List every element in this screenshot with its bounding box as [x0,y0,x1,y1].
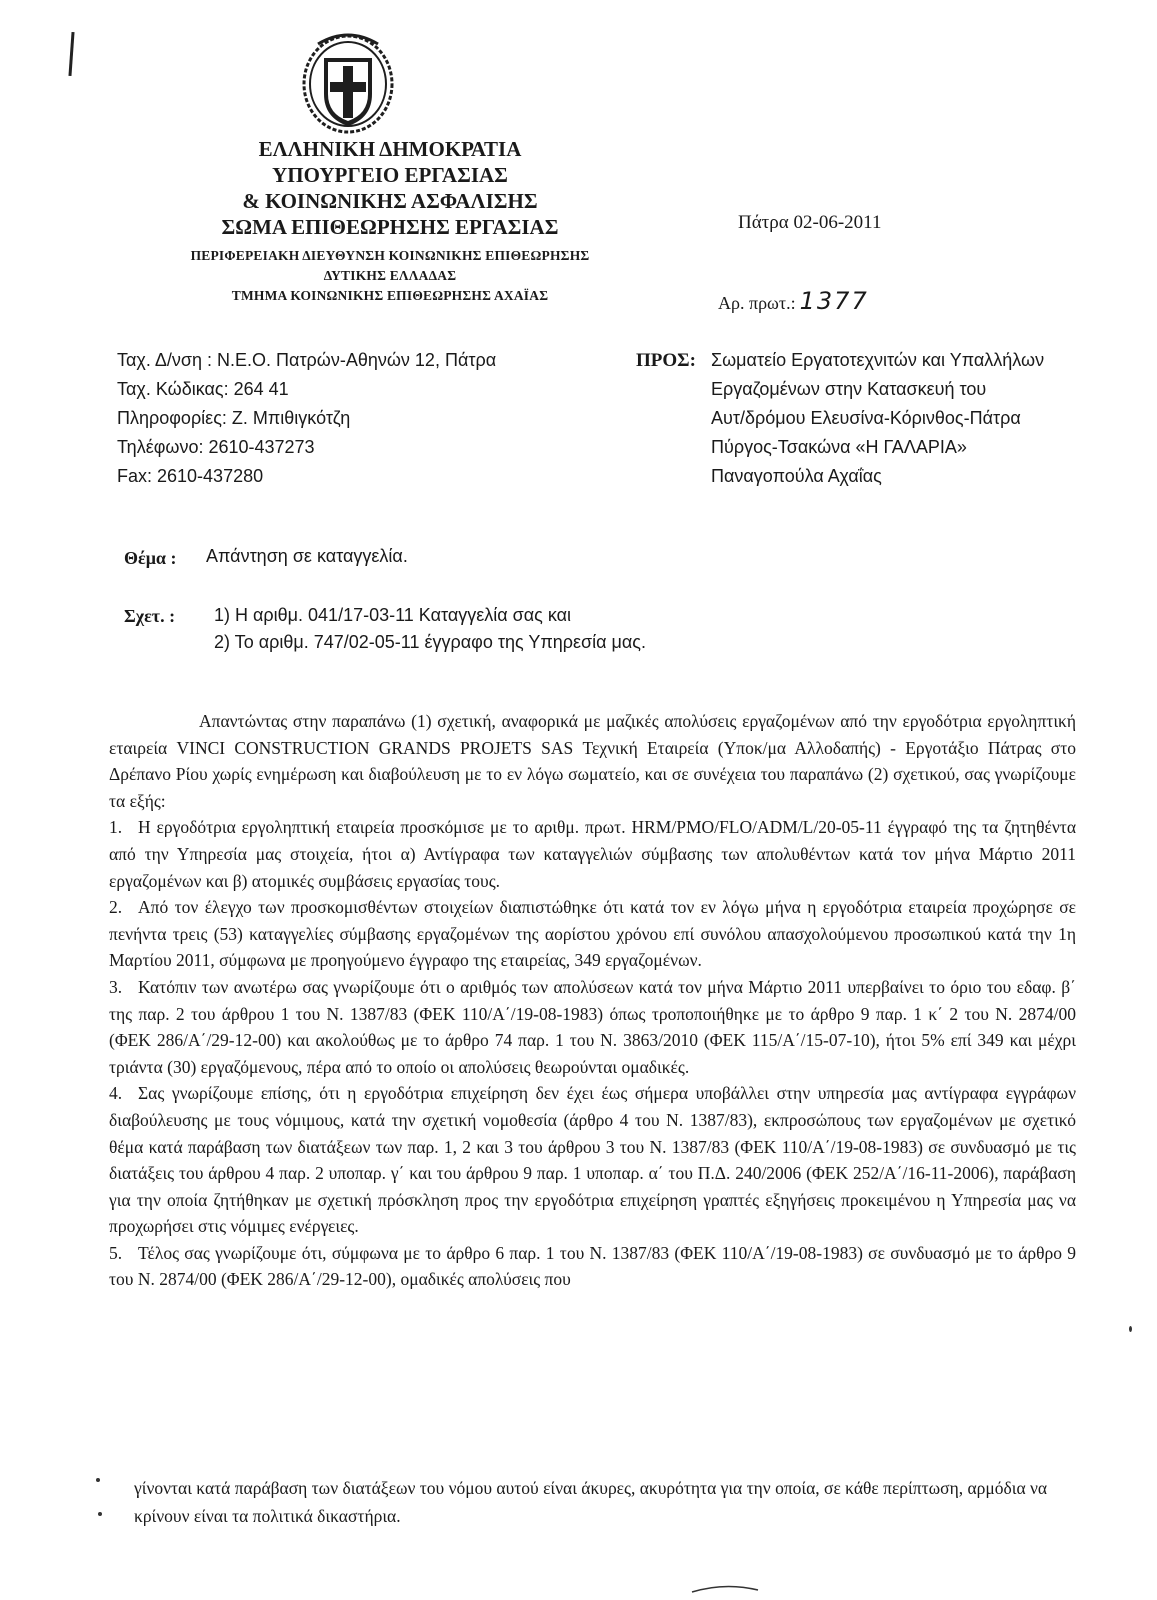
recipient-label: ΠΡΟΣ: [636,350,696,371]
subject-text: Απάντηση σε καταγγελία. [206,546,408,566]
ministry-header [110,136,670,306]
recipient-line: Πύργος-Τσακώνα «Η ΓΑΛΑΡΙΑ» [711,437,967,457]
paragraph-number: 5. [109,1242,123,1263]
header-subline: ΤΜΗΜΑ ΚΟΙΝΩΝΙΚΗΣ ΕΠΙΘΕΩΡΗΣΗΣ ΑΧΑΪΑΣ [231,288,549,303]
header-subline: ΔΥΤΙΚΗΣ ΕΛΛΑΔΑΣ [323,268,457,283]
paragraph-number: 4. [109,1083,123,1104]
contact-line: Τηλέφωνο: 2610-437273 [117,437,315,457]
paragraph-number: 2. [109,897,123,918]
header-line: ΕΛΛΗΝΙΚΗ ΔΗΜΟΚΡΑΤΙΑ [258,137,522,161]
signature-stroke-icon [690,1584,760,1594]
subject-label: Θέμα : [124,548,177,568]
paragraph-text: Από τον έλεγχο των προσκομισθέντων στοιχείων διαπιστώθηκε ότι κατά τον εν λόγω μήνα η εργοδότρια εταιρεία προχώρησε σε πενήντα τρεις (53) καταγγελίες σύμβασης εργαζομένων της αορίστου χρόνου επί συνόλου απασχολούμενου προσωπικού κατά την 1η Μαρτίου 2011, σύμφωνα με προηγούμενο έγγραφο της εταιρείας, 349 εργαζομένων. [109,897,1076,971]
contact-line: Ταχ. Δ/νση : Ν.Ε.Ο. Πατρών-Αθηνών 12, Πάτρα [117,350,497,370]
contact-line: Πληροφορίες: Ζ. Μπιθιγκότζη [117,408,351,428]
protocol-number [718,287,869,315]
numbered-paragraph [109,1240,1076,1293]
header-subline: ΠΕΡΙΦΕΡΕΙΑΚΗ ΔΙΕΥΘΥΝΣΗ ΚΟΙΝΩΝΙΚΗΣ ΕΠΙΘΕΩΡΗΣΗΣ [190,248,590,263]
reference-list [214,602,646,656]
intro-paragraph: Απαντώντας στην παραπάνω (1) σχετική, αναφορικά με μαζικές απολύσεις εργαζομένων από την εργοδότρια εργοληπτική εταιρεία VINCI CONSTRUCTION GRANDS PROJETS SAS Τεχνική Εταιρεία (Υποκ/μα Αλλοδαπής) - Εργοτάξιο Πάτρας στο Δρέπανο Ρίου χωρίς ενημέρωση και διαβούλευση με το εν λόγω σωματείο, και σε συνέχεια του παραπάνω (2) σχετικού, σας γνωρίζουμε τα εξής: [109,711,1076,811]
contact-block [117,346,496,491]
header-line: ΥΠΟΥΡΓΕΙΟ ΕΡΓΑΣΙΑΣ [272,163,508,187]
numbered-paragraph [109,814,1076,894]
continuation-paragraph: γίνονται κατά παράβαση των διατάξεων του νόμου αυτού είναι άκυρες, ακυρότητα για την οποία, σε κάθε περίπτωση, αρμόδια να κρίνουν είναι τα πολιτικά δικαστήρια. [134,1478,1048,1526]
paragraph-number: 1. [109,817,123,838]
document-date: Πάτρα 02-06-2011 [738,212,882,233]
reference-label: Σχετ. : [124,606,176,626]
numbered-paragraph [109,1080,1076,1240]
paragraph-number: 3. [109,976,123,997]
scan-speck [96,1478,100,1482]
recipient-line: Σωματείο Εργατοτεχνιτών και Υπαλλήλων [711,350,1045,370]
contact-line: Ταχ. Κώδικας: 264 41 [117,379,289,399]
protocol-handwritten-number: 1377 [799,287,869,315]
paragraph-text: Τέλος σας γνωρίζουμε ότι, σύμφωνα με το άρθρο 6 παρ. 1 του Ν. 1387/83 (ΦΕΚ 110/Α΄/19-08-1983) σε συνδυασμό με το άρθρο 9 του Ν. 2874/00 (ΦΕΚ 286/Α΄/29-12-00), ομαδικές απολύσεις που [109,1242,1076,1290]
recipient-block [711,346,1044,491]
header-line: & ΚΟΙΝΩΝΙΚΗΣ ΑΣΦΑΛΙΣΗΣ [242,189,538,213]
paragraph-text: Σας γνωρίζουμε επίσης, ότι η εργοδότρια επιχείρηση δεν έχει έως σήμερα υποβάλλει στην υπηρεσία μας αντίγραφα εγγράφων διαβούλευσης με τους νόμιμους, κατά την σχετική νομοθεσία (άρθρο 4 του Ν. 1387/83), εκπροσώπους των εργαζομένων με σχετικό θέμα κατά παράβαση των διατάξεων των παρ. 1, 2 και 3 του άρθρου 3 του Ν. 1387/83 (ΦΕΚ 110/Α΄/19-08-1983) σε συνδυασμό με τις διατάξεις του άρθρου 4 παρ. 2 υποπαρ. γ΄ και του άρθρου 9 παρ. 1 υποπαρ. α΄ του Π.Δ. 240/2006 (ΦΕΚ 252/Α΄/16-11-2006), παράβαση για την οποία ζητήθηκαν με σχετική πρόσκληση προς την εργοδότρια επιχείρηση γραπτές εξηγήσεις προκειμένου η Υπηρεσία μας να προχωρήσει στις νόμιμες ενέργειες. [109,1083,1076,1237]
contact-line: Fax: 2610-437280 [117,466,264,486]
recipient-line: Αυτ/δρόμου Ελευσίνα-Κόρινθος-Πάτρα [711,408,1021,428]
scan-speck [98,1512,102,1516]
recipient-line: Εργαζομένων στην Κατασκευή του [711,379,987,399]
reference-item: 2) Το αριθμ. 747/02-05-11 έγγραφο της Υπηρεσία μας. [214,632,646,652]
numbered-paragraph [109,974,1076,1080]
protocol-label: Αρ. πρωτ.: [718,293,796,313]
paragraph-text: Κατόπιν των ανωτέρω σας γνωρίζουμε ότι ο αριθμός των απολύσεων κατά τον μήνα Μάρτιο 2011 υπερβαίνει το όριο του εδαφ. β΄ της παρ. 2 του άρθρου 1 του Ν. 1387/83 (ΦΕΚ 110/Α΄/19-08-1983) όπως τροποποιήθηκε με το άρθρο 9 παρ. 1 κ΄ 2 του Ν. 2874/00 (ΦΕΚ 286/Α΄/29-12-00) και ακολούθως με το άρθρο 74 παρ. 1 του Ν. 3863/2010 (ΦΕΚ 115/Α΄/15-07-10), ήτοι 5% επί 349 και μέχρι τριάντα (30) εργαζόμενους, πέρα από το οποίο οι απολύσεις θεωρούνται ομαδικές. [109,976,1076,1077]
reference-item: 1) Η αριθμ. 041/17-03-11 Καταγγελία σας και [214,605,572,625]
recipient-line: Παναγοπούλα Αχαΐας [711,466,882,486]
paragraph-text: Η εργοδότρια εργοληπτική εταιρεία προσκόμισε με το αριθμ. πρωτ. HRM/PMO/FLO/ADM/L/20-05-11 έγγραφό της τα ζητηθέντα από την Υπηρεσία μας στοιχεία, ήτοι α) Αντίγραφα των καταγγελιών σύμβασης των απολυθέντων κατά τον μήνα Μάρτιο 2011 εργαζομένων και β) ατομικές συμβάσεις εργασίας τους. [109,817,1076,891]
letter-body [109,708,1076,1293]
numbered-paragraph [109,894,1076,974]
header-line: ΣΩΜΑ ΕΠΙΘΕΩΡΗΣΗΣ ΕΡΓΑΣΙΑΣ [221,215,559,239]
margin-mark [68,32,74,76]
greek-emblem-icon [300,28,396,136]
scan-speck [1129,1326,1132,1332]
